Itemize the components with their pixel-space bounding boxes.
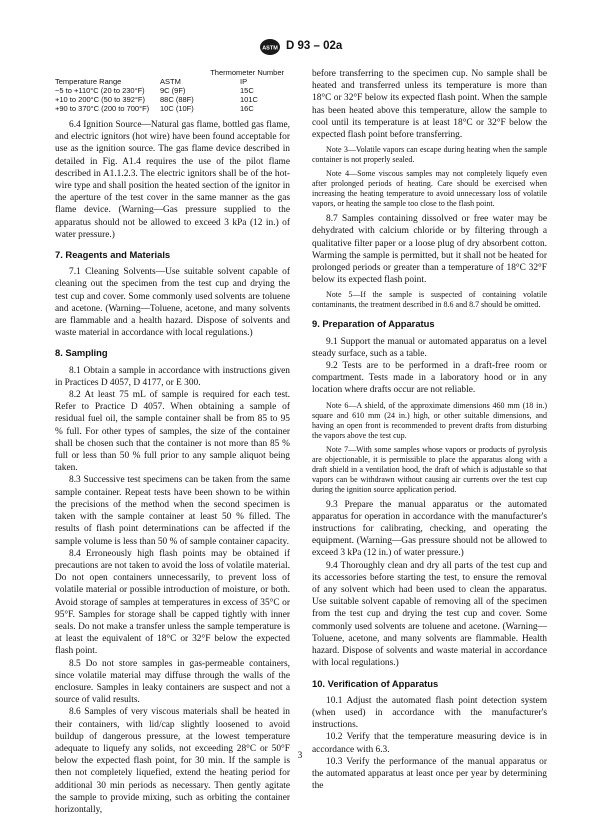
page-number: 3 <box>297 751 303 761</box>
table-cell: 9C (9F) <box>160 86 186 95</box>
paragraph-7-1: 7.1 Cleaning Solvents—Use suitable solvent capable of cleaning out the specimen from the test cup and drying the test cup and cover. Some commonly used solvents are toluene and acetone. (Warning—Toluene, acetone, and many solvents are flammable and a health hazard. Dispose of solvents and waste material in accordance with local regulations.) <box>55 267 290 339</box>
note-5: Note 5—If the sample is suspected of containing volatile contaminants, the treatment described in 8.6 and 8.7 should be omitted. <box>312 290 547 310</box>
thermometer-table <box>55 68 290 113</box>
section-heading-sampling: 8. Sampling <box>55 347 108 359</box>
paragraph-9-2: 9.2 Tests are to be performed in a draft-free room or compartment. Tests made in a laboratory hood or in any location where drafts occur are not reliable. <box>312 361 547 396</box>
note-7: Note 7—With some samples whose vapors or products of pyrolysis are objectionable, it is permissible to place the apparatus along with a draft shield in a ventilation hood, the draft of which is adjustable so that vapors can be withdrawn without causing air currents over the test cup during the ignition source application period. <box>312 444 547 494</box>
paragraph-8-7: 8.7 Samples containing dissolved or free water may be dehydrated with calcium chloride or by filtering through a qualitative filter paper or a loose plug of dry absorbent cotton. Warming the sample is permitted, but it shall not be heated for prolonged periods or greater than a temperature of 18°C 32°F below its expected flash point. <box>312 214 547 286</box>
paragraph-8-6-continued: before transferring to the specimen cup. No sample shall be heated and transferred unless its temperature is more than 18°C or 32°F below its expected flash point. When the sample has been heated above this temperature, allow the sample to cool until its temperature is at least 18°C or 32°F below the expected flash point before transferring. <box>312 69 547 141</box>
table-cell: +90 to 370°C (200 to 700°F) <box>55 104 150 113</box>
table-cell: −5 to +110°C (20 to 230°F) <box>55 86 145 95</box>
paragraph-8-4: 8.4 Erroneously high flash points may be obtained if precautions are not taken to avoid the loss of volatile material. Do not open containers unnecessarily, to prevent loss of volatile material or possible introduction of moisture, or both. Avoid storage of samples at temperatures in excess of 35°C or 95°F. Samples for storage shall be capped tightly with inner seals. Do not make a transfer unless the sample temperature is at least the equivalent of 18°C or 32°F below the expected flash point. <box>55 548 290 657</box>
svg-text:ASTM: ASTM <box>262 45 278 52</box>
right-column <box>312 68 547 792</box>
left-column <box>55 68 290 816</box>
table-header-cell: IP <box>240 77 248 86</box>
table-cell: 10C (10F) <box>160 104 194 113</box>
table-cell: +10 to 200°C (50 to 392°F) <box>55 95 146 104</box>
table-header-cell: Temperature Range <box>55 77 122 86</box>
note-4: Note 4—Some viscous samples may not completely liquefy even after prolonged periods of heating. Care should be exercised when increasing the heating temperature to avoid unnecessary loss of volatile vapors, or heating the sample too close to the flash point. <box>312 169 547 209</box>
paragraph-8-5: 8.5 Do not store samples in gas-permeable containers, since volatile material may diffuse through the walls of the enclosure. Samples in leaky containers are suspect and not a source of valid results. <box>55 658 290 706</box>
document-designation: D 93 – 02a <box>286 40 343 52</box>
note-6: Note 6—A shield, of the approximate dimensions 460 mm (18 in.) square and 610 mm (24 in.) high, or other suitable dimensions, and having an open front is recommended to prevent drafts from disturbing the vapors above the test cup. <box>312 400 547 440</box>
paragraph-9-1: 9.1 Support the manual or automated apparatus on a level steady surface, such as a table. <box>312 336 547 359</box>
paragraph-9-4: 9.4 Thoroughly clean and dry all parts of the test cup and its accessories before starting the test, to ensure the removal of any solvent which had been used to clean the apparatus. Use suitable solvent capable of removing all of the specimen from the test cup and drying the test cup and cover. Some commonly used solvents are toluene and acetone. (Warning—Toluene, acetone, and many solvents are flammable. Health hazard. Dispose of solvents and waste material in accordance with local regulations.) <box>312 560 547 669</box>
note-3: Note 3—Volatile vapors can escape during heating when the sample container is not properly sealed. <box>312 145 547 165</box>
paragraph-9-3: 9.3 Prepare the manual apparatus or the automated apparatus for operation in accordance with the manufacturer's instructions for calibrating, checking, and operating the equipment. (Warning—Gas pressure should not be allowed to exceed 3 kPa (12 in.) of water pressure.) <box>312 499 547 559</box>
paragraph-10-2: 10.2 Verify that the temperature measuring device is in accordance with 6.3. <box>312 732 547 755</box>
paragraph-8-6: 8.6 Samples of very viscous materials shall be heated in their containers, with lid/cap slightly loosened to avoid buildup of dangerous pressure, at the lowest temperature adequate to liquefy any solids, not exceeding 28°C or 50°F below the expected flash point, for 30 min. If the sample is then not completely liquefied, extend the heating period for additional 30 min periods as necessary. Then gently agitate the sample to provide mixing, such as orbiting the container horizontally, <box>55 707 290 815</box>
thermometer-table-title: Thermometer Number <box>210 68 284 77</box>
paragraph-10-3: 10.3 Verify the performance of the manual apparatus or the automated apparatus at least once per year by determining the <box>312 756 547 792</box>
table-cell: 15C <box>240 86 254 95</box>
paragraph-8-3: 8.3 Successive test specimens can be taken from the same sample container. Repeat tests have been shown to be within the precisions of the method when the second specimen is taken with the sample container at least 50 % filled. The results of flash point determinations can be affected if the sample volume is less than 50 % of sample container capacity. <box>55 475 290 547</box>
table-cell: 88C (88F) <box>160 95 194 104</box>
section-heading-verification: 10. Verification of Apparatus <box>312 677 439 689</box>
paragraph-6-4: 6.4 Ignition Source—Natural gas flame, bottled gas flame, and electric ignitors (hot wire) have been found acceptable for use as the ignition source. The gas flame device described in detailed in Fig. A1.4 requires the use of the pilot flame described in A1.1.2.3. The electric ignitors shall be of the hot-wire type and shall position the heated section of the ignitor in the aperture of the test cover in the same manner as the gas flame device. (Warning—Gas pressure supplied to the apparatus should not be allowed to exceed 3 kPa (12 in.) of water pressure.) <box>55 120 290 240</box>
table-header-cell: ASTM <box>160 77 181 86</box>
section-heading-preparation: 9. Preparation of Apparatus <box>312 318 435 330</box>
page-header <box>0 38 600 58</box>
table-cell: 16C <box>240 104 254 113</box>
table-cell: 101C <box>240 95 258 104</box>
astm-logo-icon <box>259 38 281 56</box>
paragraph-10-1: 10.1 Adjust the automated flash point detection system (when used) in accordance with the manufacturer's instructions. <box>312 695 547 731</box>
paragraph-8-1: 8.1 Obtain a sample in accordance with instructions given in Practices D 4057, D 4177, or E 300. <box>55 365 290 388</box>
paragraph-8-2: 8.2 At least 75 mL of sample is required for each test. Refer to Practice D 4057. When obtaining a sample of residual fuel oil, the sample container shall be from 85 to 95 % full. For other types of samples, the size of the container shall be chosen such that the container is not more than 85 % full or less than 50 % full prior to any sample aliquot being taken. <box>55 390 290 474</box>
section-heading-reagents: 7. Reagents and Materials <box>55 249 171 261</box>
